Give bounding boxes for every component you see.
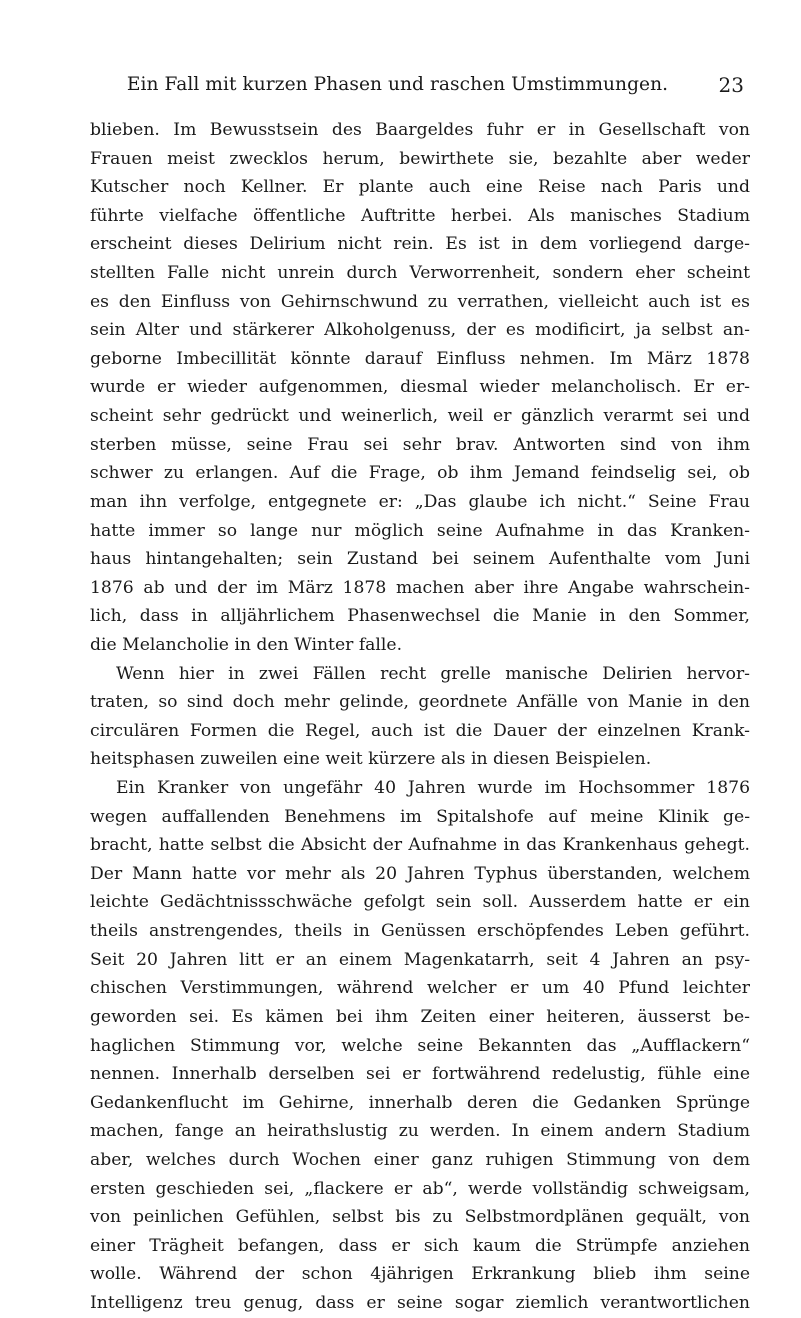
text-line: stellten Falle nicht unrein durch Verworrenheit, sondern eher scheint: [90, 263, 750, 284]
text-line: Intelligenz treu genug, dass er seine sogar ziemlich verantwortlichen: [90, 1292, 750, 1313]
text-line: wegen auffallenden Benehmens im Spitalshofe auf meine Klinik ge-: [90, 806, 750, 827]
text-line: chischen Verstimmungen, während welcher er um 40 Pfund leichter: [90, 978, 750, 999]
body-text: [90, 116, 750, 1318]
text-line: Der Mann hatte vor mehr als 20 Jahren Typhus überstanden, welchem: [90, 863, 750, 884]
text-line: machen, fange an heirathslustig zu werden. In einem andern Stadium: [90, 1121, 750, 1142]
text-line: Wenn hier in zwei Fällen recht grelle manische Delirien hervor-: [116, 663, 750, 684]
text-line: 1876 ab und der im März 1878 machen aber ihre Angabe wahrschein-: [90, 577, 750, 598]
page-number: 23: [718, 73, 744, 97]
text-line: es den Einfluss von Gehirnschwund zu verrathen, vielleicht auch ist es: [90, 291, 750, 312]
text-line: Frauen meist zwecklos herum, bewirthete sie, bezahlte aber weder: [90, 148, 750, 169]
text-line: sein Alter und stärkerer Alkoholgenuss, der es modificirt, ja selbst an-: [90, 320, 750, 341]
text-line: aber, welches durch Wochen einer ganz ruhigen Stimmung von dem: [90, 1149, 750, 1170]
text-line: scheint sehr gedrückt und weinerlich, weil er gänzlich verarmt sei und: [90, 406, 750, 427]
text-line: Ein Kranker von ungefähr 40 Jahren wurde im Hochsommer 1876: [116, 778, 750, 799]
text-line: bracht, hatte selbst die Absicht der Aufnahme in das Krankenhaus gehegt.: [90, 835, 750, 856]
text-line: wolle. Während der schon 4jährigen Erkrankung blieb ihm seine: [90, 1264, 750, 1285]
text-line: führte vielfache öffentliche Auftritte herbei. Als manisches Stadium: [90, 205, 750, 226]
text-line: Seit 20 Jahren litt er an einem Magenkatarrh, seit 4 Jahren an psy-: [90, 949, 750, 970]
text-line: lich, dass in alljährlichem Phasenwechsel die Manie in den Sommer,: [90, 606, 750, 627]
text-line: haus hintangehalten; sein Zustand bei seinem Aufenthalte vom Juni: [90, 549, 750, 570]
page-header: [90, 70, 750, 100]
text-line: schwer zu erlangen. Auf die Frage, ob ihm Jemand feindselig sei, ob: [90, 463, 750, 484]
text-line: die Melancholie in den Winter falle.: [90, 634, 403, 655]
text-line: erscheint dieses Delirium nicht rein. Es ist in dem vorliegend darge-: [90, 234, 750, 255]
text-line: traten, so sind doch mehr gelinde, geordnete Anfälle von Manie in den: [90, 692, 750, 713]
text-line: sterben müsse, seine Frau sei sehr brav. Antworten sind von ihm: [90, 434, 750, 455]
text-line: wurde er wieder aufgenommen, diesmal wieder melancholisch. Er er-: [90, 377, 750, 398]
text-line: theils anstrengendes, theils in Genüssen erschöpfendes Leben geführt.: [90, 921, 750, 942]
text-line: heitsphasen zuweilen eine weit kürzere als in diesen Beispielen.: [90, 749, 652, 770]
running-title: Ein Fall mit kurzen Phasen und raschen Umstimmungen.: [126, 74, 669, 95]
text-line: geborne Imbecillität könnte darauf Einfluss nehmen. Im März 1878: [90, 348, 750, 369]
text-line: circulären Formen die Regel, auch ist die Dauer der einzelnen Krank-: [90, 720, 750, 741]
text-line: nennen. Innerhalb derselben sei er fortwährend redelustig, fühle eine: [90, 1064, 750, 1085]
text-line: geworden sei. Es kämen bei ihm Zeiten einer heiteren, äusserst be-: [90, 1006, 750, 1027]
text-line: ersten geschieden sei, „flackere er ab“, werde vollständig schweigsam,: [90, 1178, 750, 1199]
text-line: leichte Gedächtnissschwäche gefolgt sein soll. Ausserdem hatte er ein: [90, 892, 750, 913]
text-line: haglichen Stimmung vor, welche seine Bekannten das „Aufflackern“: [90, 1035, 750, 1056]
text-line: von peinlichen Gefühlen, selbst bis zu Selbstmordplänen gequält, von: [90, 1207, 750, 1228]
text-line: hatte immer so lange nur möglich seine Aufnahme in das Kranken-: [90, 520, 750, 541]
text-line: blieben. Im Bewusstsein des Baargeldes fuhr er in Gesellschaft von: [90, 120, 750, 140]
text-line: Kutscher noch Kellner. Er plante auch eine Reise nach Paris und: [90, 177, 750, 198]
text-line: einer Trägheit befangen, dass er sich kaum die Strümpfe anziehen: [90, 1235, 750, 1256]
text-line: Gedankenflucht im Gehirne, innerhalb deren die Gedanken Sprünge: [90, 1092, 750, 1113]
text-line: man ihn verfolge, entgegnete er: „Das glaube ich nicht.“ Seine Frau: [90, 491, 750, 512]
